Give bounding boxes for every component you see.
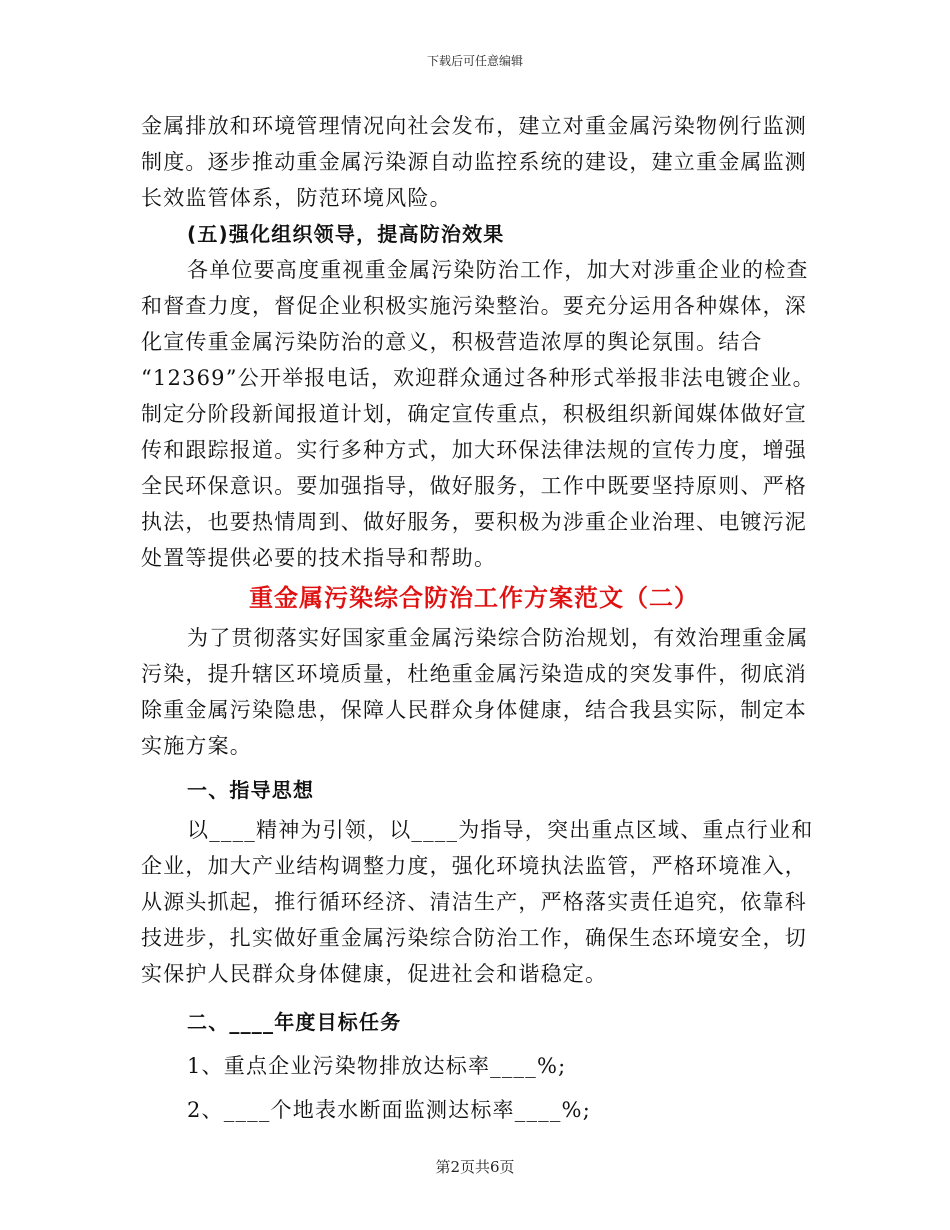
- text-line: 从源头抓起，推行循环经济、清洁生产，严格落实责任追究，依靠科: [141, 890, 807, 914]
- text-line: 实保护人民群众身体健康，促进社会和谐稳定。: [141, 962, 608, 986]
- text-line: 除重金属污染隐患，保障人民群众身体健康，结合我县实际，制定本: [141, 698, 807, 722]
- list-item: 2、____个地表水断面监测达标率____%;: [187, 1098, 591, 1122]
- text-line: 和督查力度，督促企业积极实施污染整治。要充分运用各种媒体，深: [141, 294, 807, 318]
- paragraph-guiding-ideology: [141, 812, 814, 992]
- page-header: 下载后可任意编辑: [426, 54, 523, 68]
- text-line: 制定分阶段新闻报道计划，确定宣传重点，积极组织新闻媒体做好宣: [141, 402, 807, 426]
- text-line: 化宣传重金属污染防治的意义，积极营造浓厚的舆论氛围。结合: [141, 330, 763, 354]
- page-content: [141, 108, 815, 1128]
- target-list: [141, 1048, 807, 1128]
- heading-annual-targets: 二、____年度目标任务: [187, 1010, 402, 1034]
- paragraph-intro: [141, 620, 807, 764]
- text-line: 污染，提升辖区环境质量，杜绝重金属污染造成的突发事件，彻底消: [141, 662, 807, 686]
- paragraph-organization: [141, 252, 815, 576]
- text-line: 企业，加大产业结构调整力度，强化环境执法监管，严格环境准入，: [141, 854, 807, 878]
- text-line: 处置等提供必要的技术指导和帮助。: [141, 546, 497, 570]
- text-line: 长效监管体系，防范环境风险。: [141, 186, 452, 210]
- heading-section-5: (五)强化组织领导，提高防治效果: [187, 222, 505, 246]
- text-line: 以____精神为引领，以____为指导，突出重点区域、重点行业和: [187, 818, 814, 842]
- text-line: 执法，也要热情周到、做好服务，要积极为涉重企业治理、电镀污泥: [141, 510, 807, 534]
- text-line: 金属排放和环境管理情况向社会发布，建立对重金属污染物例行监测: [141, 114, 807, 138]
- text-line: 为了贯彻落实好国家重金属污染综合防治规划，有效治理重金属: [187, 626, 809, 650]
- text-line: 传和跟踪报道。实行多种方式，加大环保法律法规的宣传力度，增强: [141, 438, 807, 462]
- text-line: 实施方案。: [141, 734, 252, 758]
- heading-guiding-ideology: 一、指导思想: [187, 778, 315, 802]
- text-line: “12369”公开举报电话，欢迎群众通过各种形式举报非法电镀企业。: [141, 366, 815, 390]
- text-line: 各单位要高度重视重金属污染防治工作，加大对涉重企业的检查: [187, 258, 809, 282]
- text-line: 全民环保意识。要加强指导，做好服务，工作中既要坚持原则、严格: [141, 474, 807, 498]
- document-title: 重金属污染综合防治工作方案范文（二）: [249, 583, 699, 612]
- text-line: 技进步，扎实做好重金属污染综合防治工作，确保生态环境安全，切: [141, 926, 807, 950]
- page-footer: 第2页共6页: [435, 1158, 515, 1176]
- list-item: 1、重点企业污染物排放达标率____%;: [187, 1054, 567, 1078]
- text-line: 制度。逐步推动重金属污染源自动监控系统的建设，建立重金属监测: [141, 150, 807, 174]
- paragraph-env-release: [141, 108, 807, 216]
